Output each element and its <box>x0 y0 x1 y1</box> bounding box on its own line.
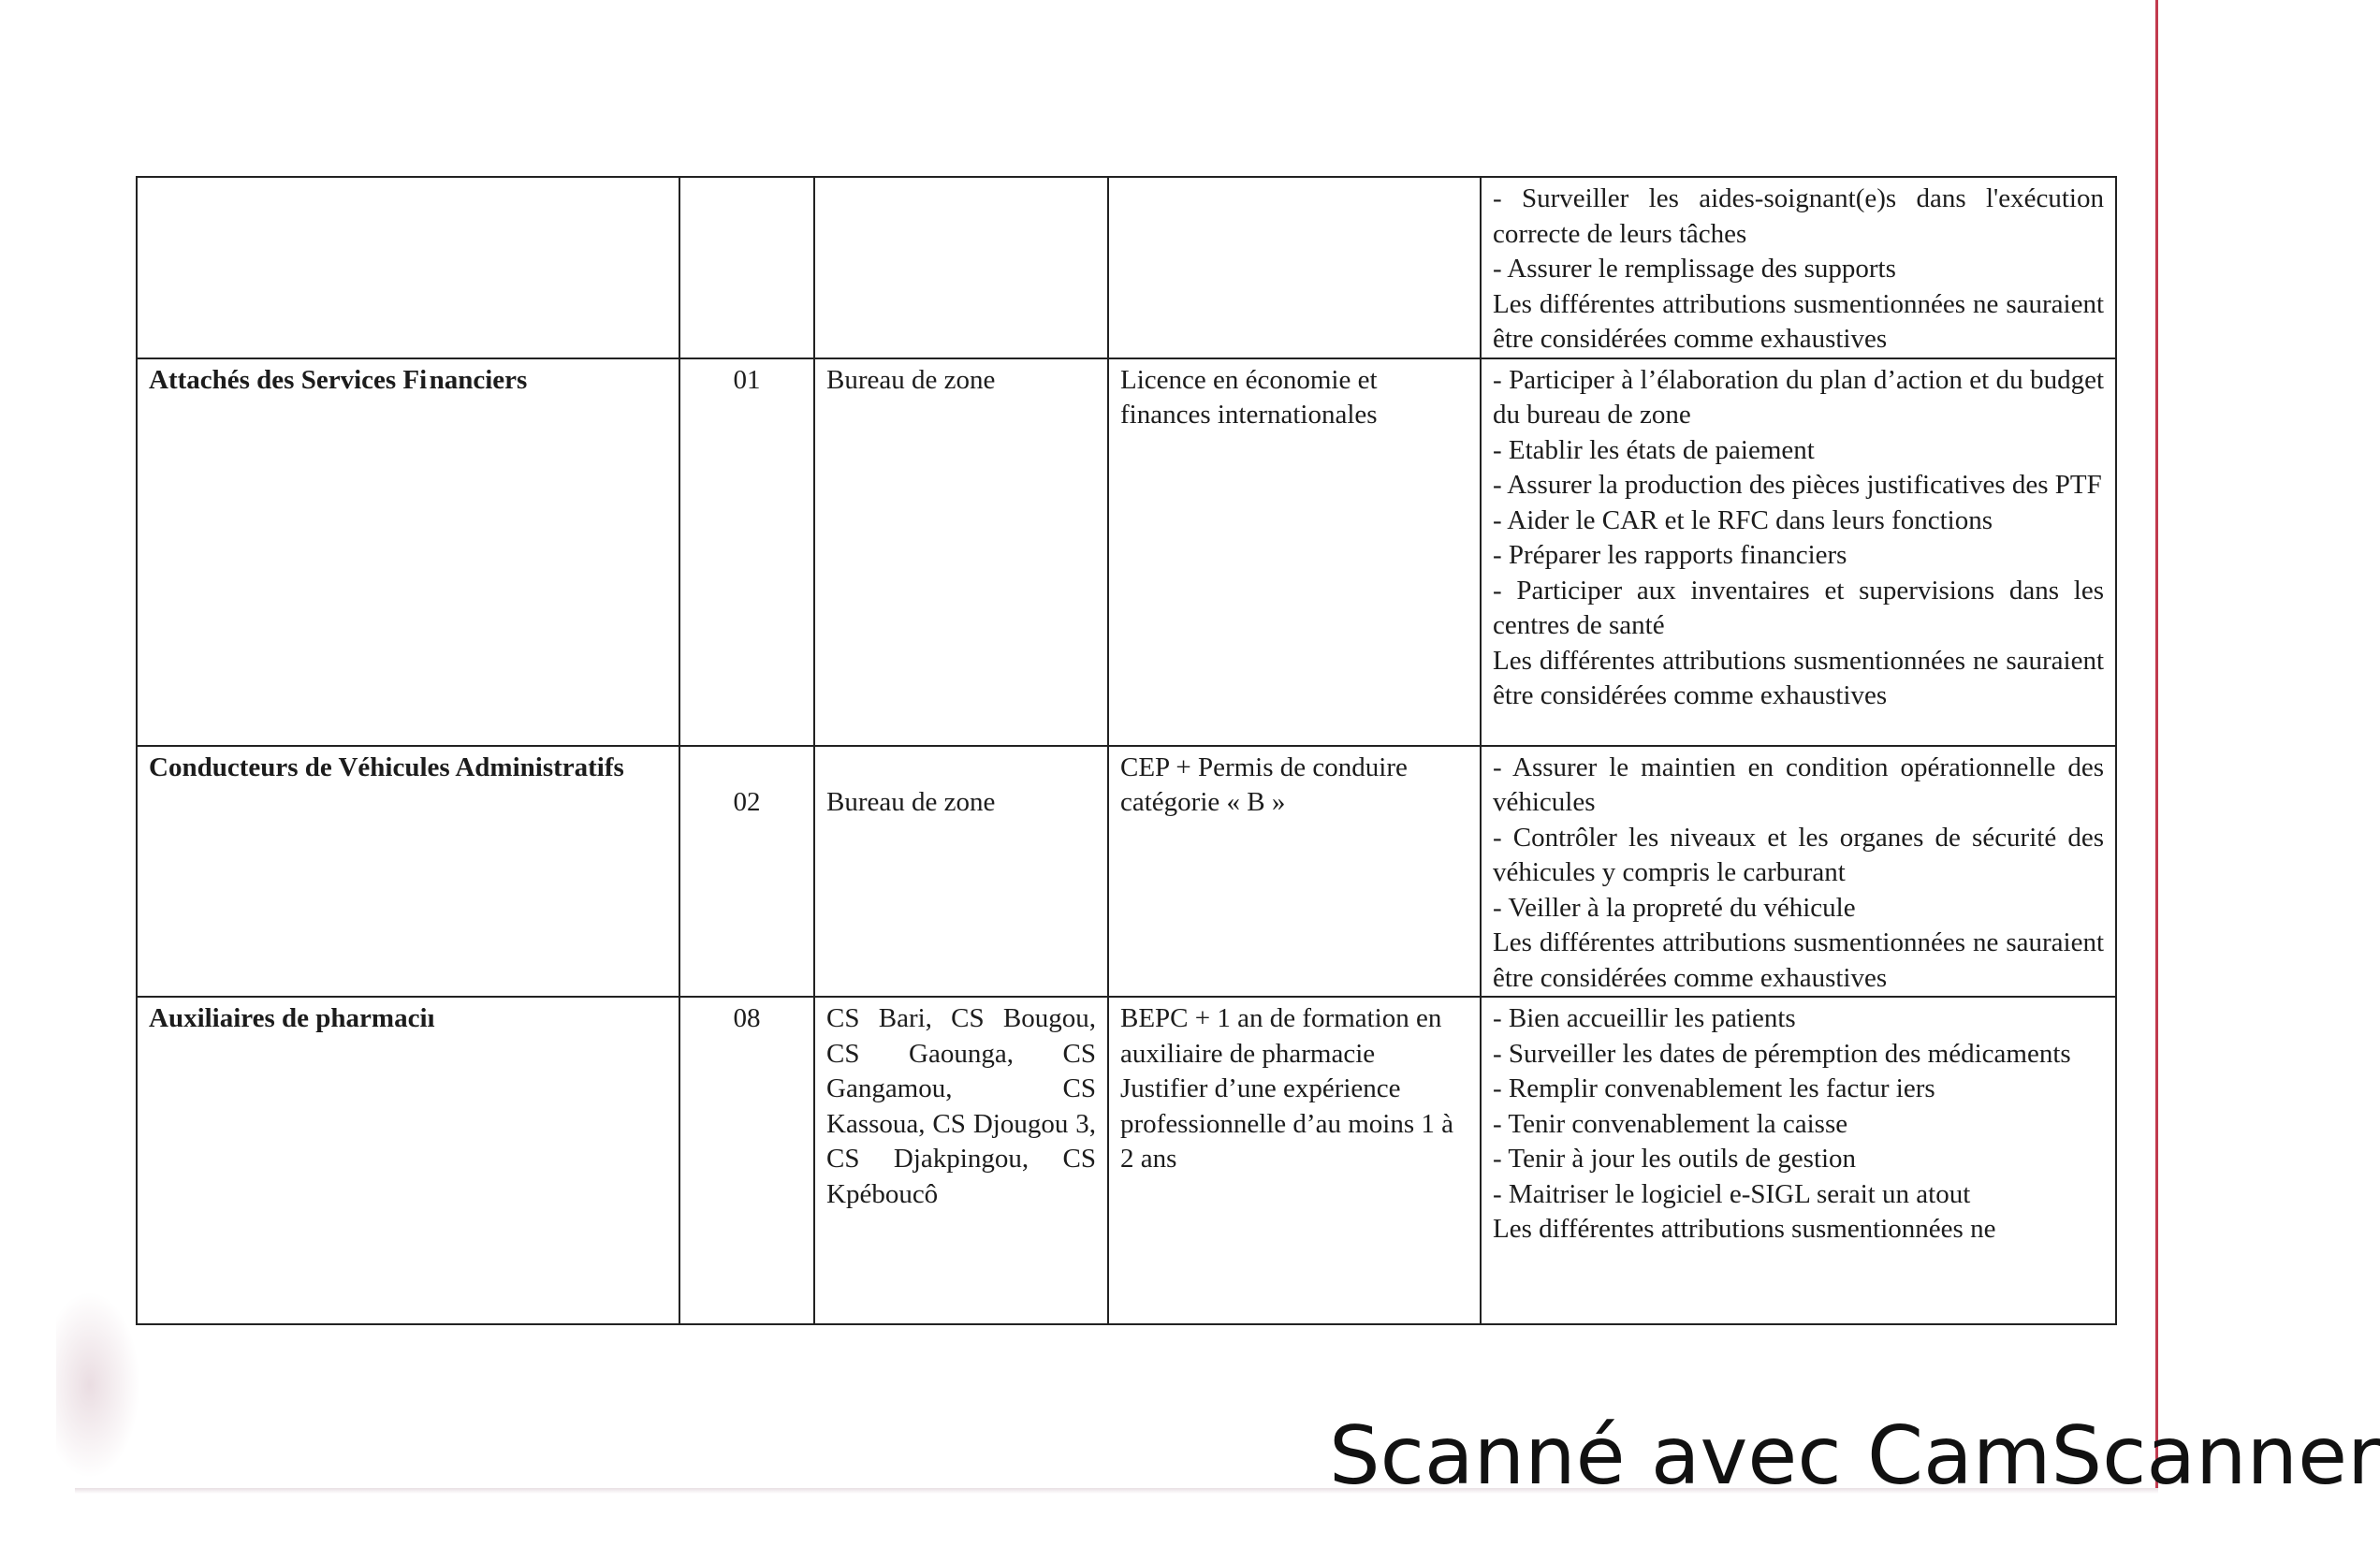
position-count <box>679 177 814 358</box>
position-location: CS Bari, CS Bougou, CS Gaounga, CS Gangamou, CS Kassoua, CS Djougou 3, CS Djakpingou, CS Kpéboucô <box>814 997 1108 1324</box>
position-tasks <box>1481 997 2116 1324</box>
table-row <box>137 177 2116 358</box>
position-count: 02 <box>733 786 761 817</box>
task-item: - Assurer le maintien en condition opérationnelle des véhicules <box>1493 752 2104 817</box>
position-location: Bureau de zone <box>826 786 996 817</box>
task-item: Les différentes attributions susmentionnées ne sauraient être considérées comme exhaustives <box>1493 645 2104 710</box>
position-location: Bureau de zone <box>814 358 1108 746</box>
task-item: Les différentes attributions susmentionnées ne sauraient être considérées comme exhaustives <box>1493 288 2104 354</box>
task-item: - Contrôler les niveaux et les organes de sécurité des véhicules y compris le carburant <box>1493 822 2104 887</box>
task-item: - Préparer les rapports financiers <box>1493 540 1847 570</box>
position-tasks <box>1481 746 2116 998</box>
position-title <box>137 177 679 358</box>
scan-smudge <box>56 1292 140 1479</box>
task-item: - Participer à l’élaboration du plan d’action et du budget du bureau de zone <box>1493 364 2104 430</box>
position-title: Conducteurs de Véhicules Administratifs <box>137 746 679 998</box>
position-title: Auxiliaires de pharmaciı <box>137 997 679 1324</box>
watermark-text: Scanné avec CamScanner <box>1329 1409 2380 1503</box>
table-row <box>137 358 2116 746</box>
position-location-cell <box>814 746 1108 998</box>
task-item: - Surveiller les dates de péremption des médicaments <box>1493 1038 2071 1069</box>
position-count: 08 <box>679 997 814 1324</box>
task-item: - Tenir convenablement la caisse <box>1493 1108 1848 1139</box>
spacer <box>692 751 802 785</box>
task-item: - Tenir à jour les outils de gestion <box>1493 1144 1857 1174</box>
position-qualification <box>1108 177 1481 358</box>
position-qualification: Licence en économie et finances internationales <box>1108 358 1481 746</box>
position-title: Attachés des Services Fi nanciers <box>137 358 679 746</box>
task-item: - Maitriser le logiciel e-SIGL serait un atout <box>1493 1178 1971 1209</box>
task-item: - Assurer le remplissage des supports <box>1493 254 1896 284</box>
task-item: - Bien accueillir les patients <box>1493 1003 1796 1033</box>
spacer <box>826 751 1096 785</box>
task-item: - Veiller à la propreté du véhicule <box>1493 892 1856 923</box>
position-qualification: CEP + Permis de conduire catégorie « B » <box>1108 746 1481 998</box>
page-edge <box>2155 0 2158 1488</box>
position-tasks <box>1481 177 2116 358</box>
task-item: - Participer aux inventaires et supervisions dans les centres de santé <box>1493 575 2104 640</box>
task-item: - Aider le CAR et le RFC dans leurs fonctions <box>1493 504 1993 535</box>
table-row <box>137 746 2116 998</box>
task-item: - Assurer la production des pièces justificatives des PTF <box>1493 470 2102 500</box>
position-count-cell <box>679 746 814 998</box>
task-item: - Surveiller les aides-soignant(e)s dans l'exécution correcte de leurs tâches <box>1493 183 2104 249</box>
task-item: Les différentes attributions susmentionnées ne <box>1493 1214 1996 1244</box>
task-item: Les différentes attributions susmentionnées ne sauraient être considérées comme exhaustives <box>1493 927 2104 993</box>
task-item: - Etablir les états de paiement <box>1493 434 1815 465</box>
position-qualification: BEPC + 1 an de formation en auxiliaire de pharmacie Justifier d’une expérience professionnelle d’au moins 1 à 2 ans <box>1108 997 1481 1324</box>
camscanner-watermark <box>1329 1409 2380 1505</box>
position-count: 01 <box>679 358 814 746</box>
position-location <box>814 177 1108 358</box>
position-tasks <box>1481 358 2116 746</box>
table-row <box>137 997 2116 1324</box>
job-positions-table <box>136 176 2117 1325</box>
task-item: - Remplir convenablement les factur iers <box>1493 1073 1935 1103</box>
